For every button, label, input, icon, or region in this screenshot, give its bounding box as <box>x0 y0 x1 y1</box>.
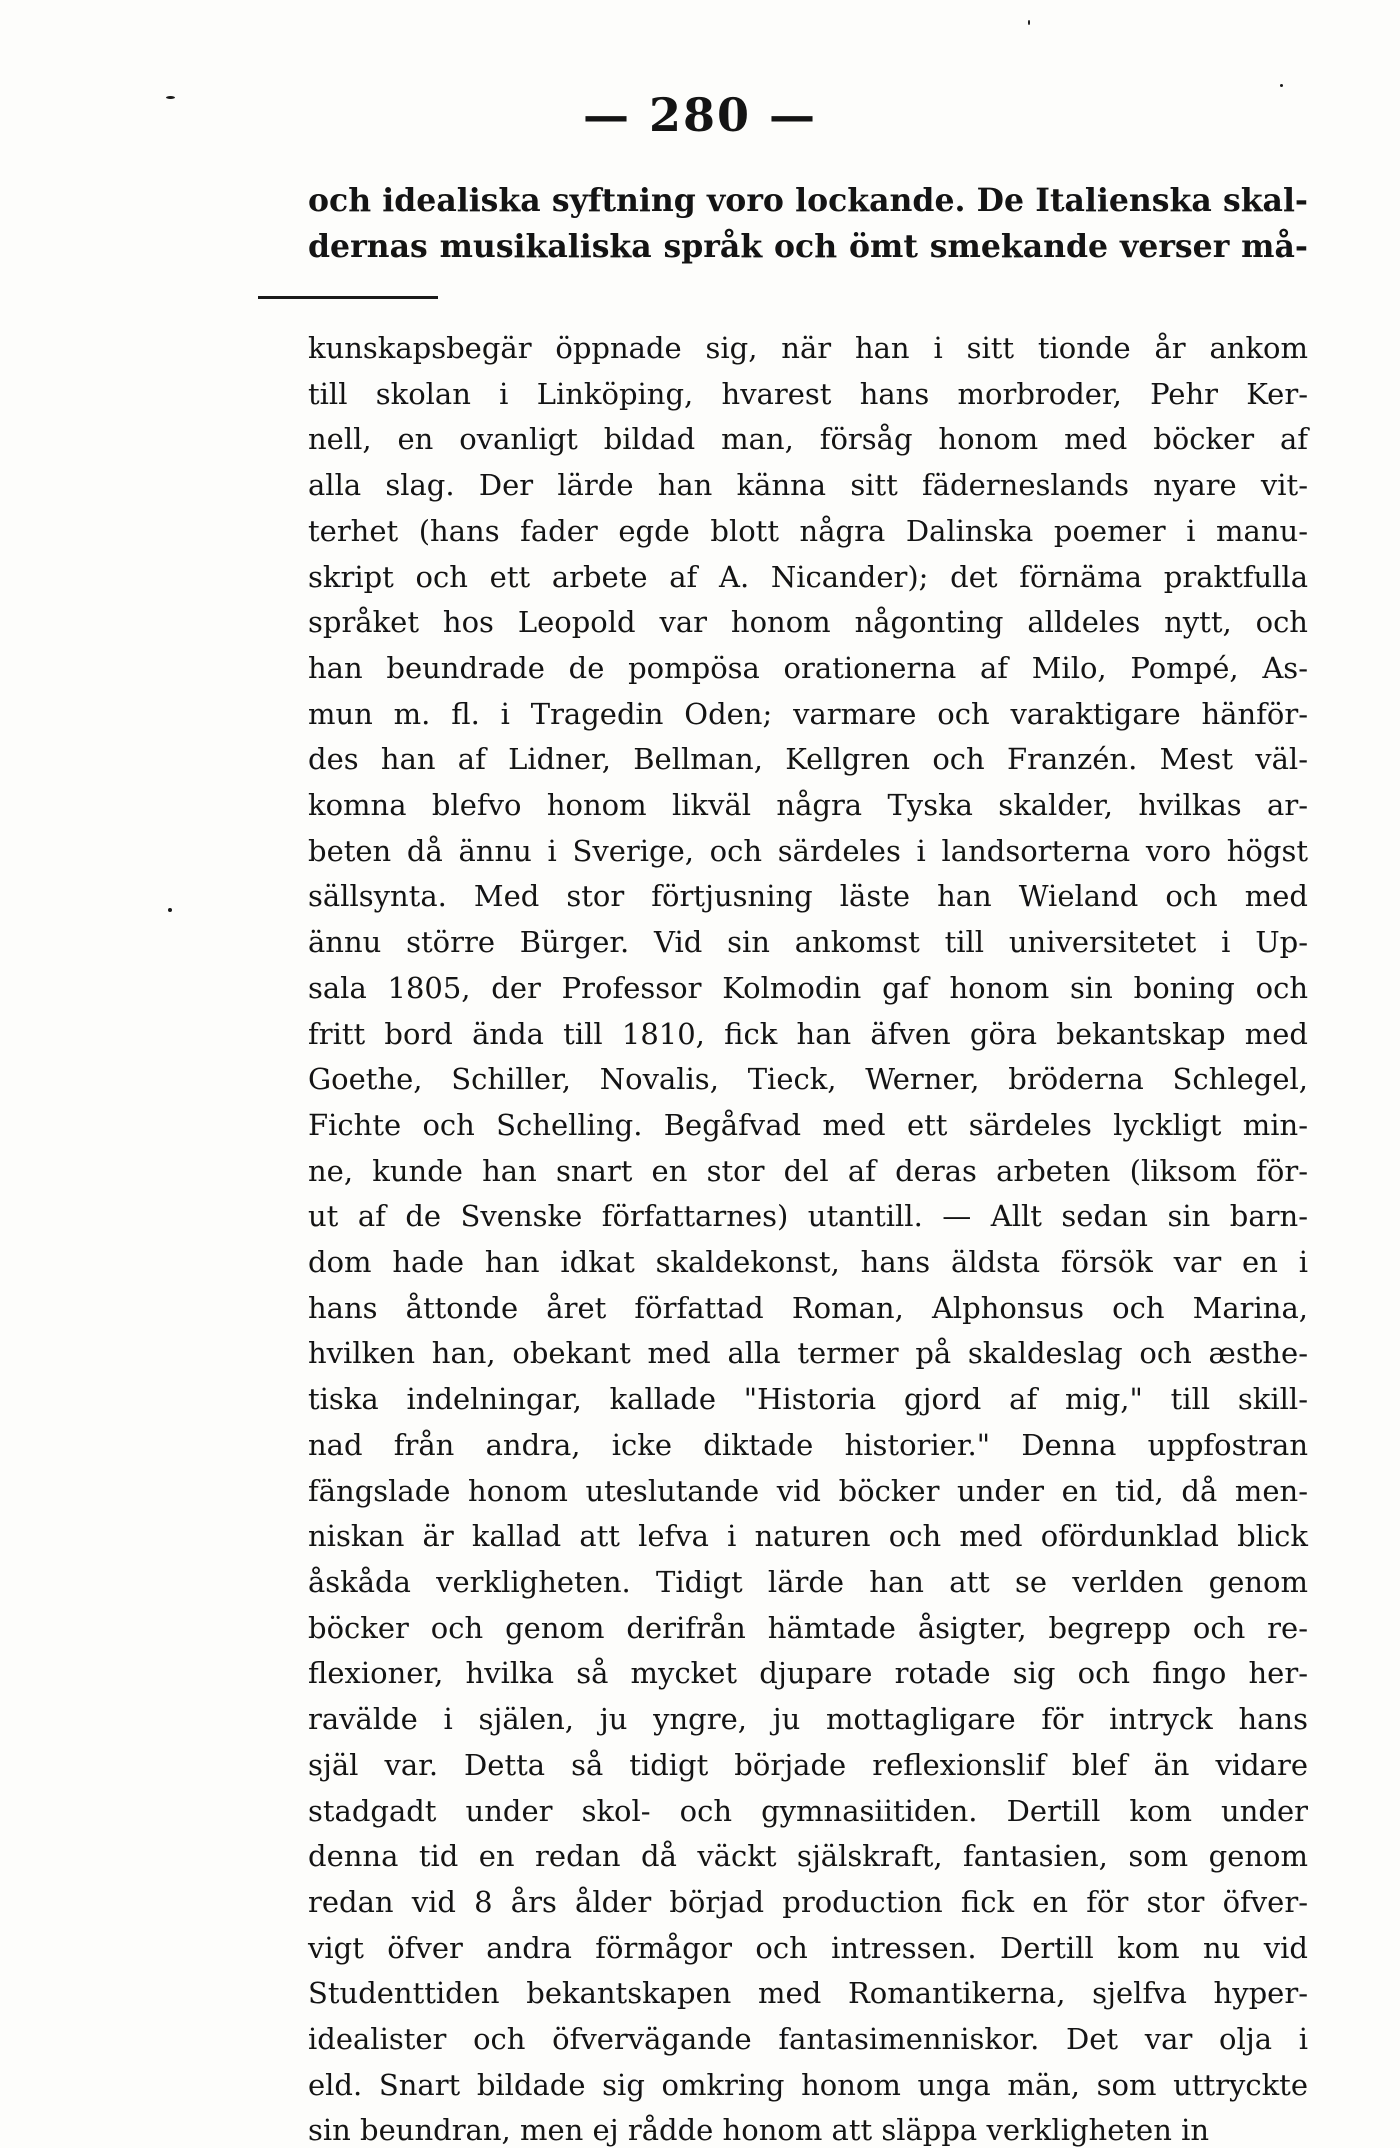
footnote-line: denna tid en redan då väckt själskraft, fantasien, som genom <box>308 1839 1308 1874</box>
footnote-line: åskåda verkligheten. Tidigt lärde han att se verlden genom <box>308 1564 1308 1599</box>
footnote-line: ut af de Svenske författarnes) utantill. — Allt sedan sin barn- <box>308 1199 1308 1234</box>
footnote-line: sällsynta. Med stor förtjusning läste han Wieland och med <box>308 879 1308 914</box>
footnote-line: fängslade honom uteslutande vid böcker under en tid, då men- <box>308 1473 1308 1508</box>
footnote-line: beten då ännu i Sverige, och särdeles i landsorterna voro högst <box>308 833 1308 868</box>
footnote-line: flexioner, hvilka så mycket djupare rotade sig och fingo her- <box>308 1656 1308 1691</box>
footnote-line: skript och ett arbete af A. Nicander); det förnäma praktfulla <box>308 559 1308 594</box>
footnote-line: fritt bord ända till 1810, fick han äfven göra bekantskap med <box>308 1016 1308 1051</box>
footnote-line: nad från andra, icke diktade historier." Denna uppfostran <box>308 1427 1308 1462</box>
footnote-line: mun m. fl. i Tragedin Oden; varmare och varaktigare hänför- <box>308 696 1308 731</box>
footnote-rule <box>258 296 438 299</box>
main-text-line: och idealiska syftning voro lockande. De Italienska skal- <box>308 182 1308 219</box>
footnote-line: stadgadt under skol- och gymnasiitiden. Dertill kom under <box>308 1793 1308 1828</box>
footnote-line: hans åttonde året författad Roman, Alphonsus och Marina, <box>308 1290 1308 1325</box>
footnote-line: nell, en ovanligt bildad man, försåg honom med böcker af <box>308 422 1308 457</box>
footnote-line: redan vid 8 års ålder börjad production fick en för stor öfver- <box>308 1884 1308 1919</box>
footnote-line: språket hos Leopold var honom någonting alldeles nytt, och <box>308 605 1308 640</box>
scan-speck <box>168 908 172 912</box>
footnote-line: kunskapsbegär öppnade sig, när han i sitt tionde år ankom <box>308 331 1308 365</box>
footnote-line: eld. Snart bildade sig omkring honom unga män, som uttryckte <box>308 2067 1308 2102</box>
footnote-line: ännu större Bürger. Vid sin ankomst till universitetet i Up- <box>308 925 1308 960</box>
footnote-line: ne, kunde han snart en stor del af deras arbeten (liksom för- <box>308 1153 1308 1188</box>
footnote-line: han beundrade de pompösa orationerna af Milo, Pompé, As- <box>308 650 1308 685</box>
footnote-line: Fichte och Schelling. Begåfvad med ett särdeles lyckligt min- <box>308 1107 1308 1142</box>
footnote-line: alla slag. Der lärde han känna sitt fäderneslands nyare vit- <box>308 468 1308 503</box>
scan-speck <box>1280 84 1283 87</box>
footnote-line: hvilken han, obekant med alla termer på skaldeslag och æsthe- <box>308 1336 1308 1371</box>
footnote-line: terhet (hans fader egde blott några Dalinska poemer i manu- <box>308 513 1308 548</box>
footnote-line: vigt öfver andra förmågor och intressen. Dertill kom nu vid <box>308 1930 1308 1965</box>
footnote-line: till skolan i Linköping, hvarest hans morbroder, Pehr Ker- <box>308 376 1308 411</box>
scan-speck <box>166 96 175 99</box>
footnote-line: böcker och genom derifrån hämtade åsigter, begrepp och re- <box>308 1610 1308 1645</box>
footnote-line: komna blefvo honom likväl några Tyska skalder, hvilkas ar- <box>308 788 1308 823</box>
footnote-line: Studenttiden bekantskapen med Romantikerna, sjelfva hyper- <box>308 1976 1308 2011</box>
page-number: — 280 — <box>582 88 818 142</box>
footnote-line: själ var. Detta så tidigt började reflexionslif blef än vidare <box>308 1747 1308 1782</box>
footnote-line: sala 1805, der Professor Kolmodin gaf honom sin boning och <box>308 970 1308 1005</box>
footnote-line: dom hade han idkat skaldekonst, hans äldsta försök var en i <box>308 1245 1308 1280</box>
footnote-line: ravälde i själen, ju yngre, ju mottagligare för intryck hans <box>308 1702 1308 1737</box>
footnote-line: niskan är kallad att lefva i naturen och med ofördunklad blick <box>308 1519 1308 1554</box>
footnote-line: Goethe, Schiller, Novalis, Tieck, Werner, bröderna Schlegel, <box>308 1062 1308 1097</box>
footnote-text-block <box>308 326 1308 2154</box>
main-text-block <box>308 178 1308 270</box>
footnote-line: idealister och öfvervägande fantasimenniskor. Det var olja i <box>308 2022 1308 2057</box>
scan-speck <box>1028 20 1030 25</box>
footnote-line: tiska indelningar, kallade "Historia gjord af mig," till skill- <box>308 1382 1308 1417</box>
footnote-line: des han af Lidner, Bellman, Kellgren och Franzén. Mest väl- <box>308 742 1308 777</box>
main-text-line: dernas musikaliska språk och ömt smekande verser må- <box>308 228 1308 265</box>
footnote-line: sin beundran, men ej rådde honom att släppa verkligheten in <box>308 2113 1210 2148</box>
